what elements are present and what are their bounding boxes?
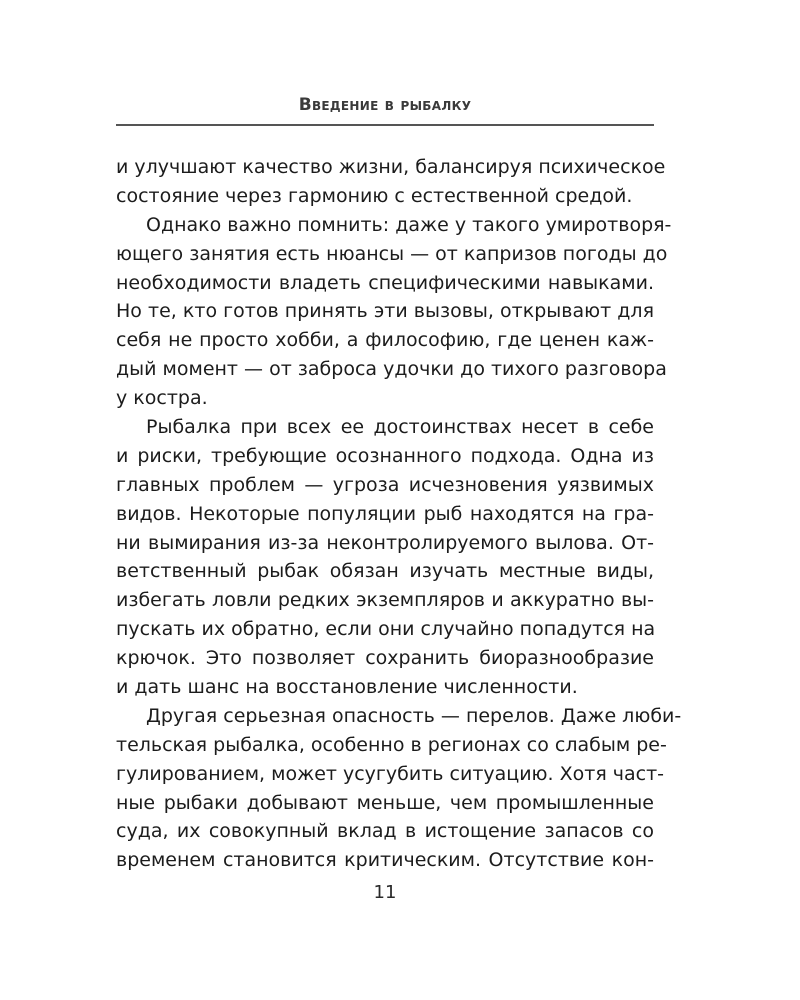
text-line: Но те, кто готов принять эти вызовы, открывают для [116, 300, 654, 323]
text-line: ветственный рыбак обязан изучать местные виды, [116, 560, 654, 583]
text-line: ные рыбаки добывают меньше, чем промышленные [116, 791, 654, 814]
text-line: Рыбалка при всех ее достоинствах несет в себе [146, 416, 654, 439]
text-line: главных проблем — угроза исчезновения уязвимых [116, 473, 654, 496]
text-line: видов. Некоторые популяции рыб находятся на гра- [116, 502, 654, 525]
text-line: и риски, требующие осознанного подхода. Одна из [116, 444, 654, 467]
text-line: гулированием, может усугубить ситуацию. Хотя част- [116, 762, 665, 785]
text-line: и улучшают качество жизни, балансируя психическое [116, 156, 666, 178]
text-line: Однако важно помнить: даже у такого умиротворя- [146, 213, 672, 236]
text-line: Другая серьезная опасность — перелов. Даже люби- [146, 704, 682, 727]
text-line: суда, их совокупный вклад в истощение запасов со [116, 820, 654, 843]
text-line: у костра. [116, 387, 208, 410]
text-line: тельская рыбалка, особенно в регионах со слабым ре- [116, 733, 667, 756]
running-header [116, 95, 654, 126]
text-line: крючок. Это позволяет сохранить биоразнообразие [116, 647, 654, 670]
page-number: 11 [373, 882, 397, 903]
text-line: себя не просто хобби, а философию, где ценен каж- [116, 329, 654, 352]
text-line: необходимости владеть специфическими навыками. [116, 271, 654, 294]
text-line: ющего занятия есть нюансы — от капризов погоды до [116, 242, 668, 265]
body-text [116, 153, 682, 875]
text-line: временем становится критическим. Отсутствие кон- [116, 849, 654, 872]
chapter-title: Введение в рыбалку [298, 95, 472, 115]
text-line: пускать их обратно, если они случайно попадутся на [116, 618, 656, 641]
header-rule [116, 124, 654, 126]
text-line: дый момент — от заброса удочки до тихого разговора [116, 358, 667, 381]
text-line: ни вымирания из-за неконтролируемого вылова. От- [116, 531, 654, 554]
text-line: избегать ловли редких экземпляров и аккуратно вы- [116, 589, 654, 612]
text-line: состояние через гармонию с естественной средой. [116, 184, 633, 207]
text-line: и дать шанс на восстановление численности. [116, 676, 578, 699]
